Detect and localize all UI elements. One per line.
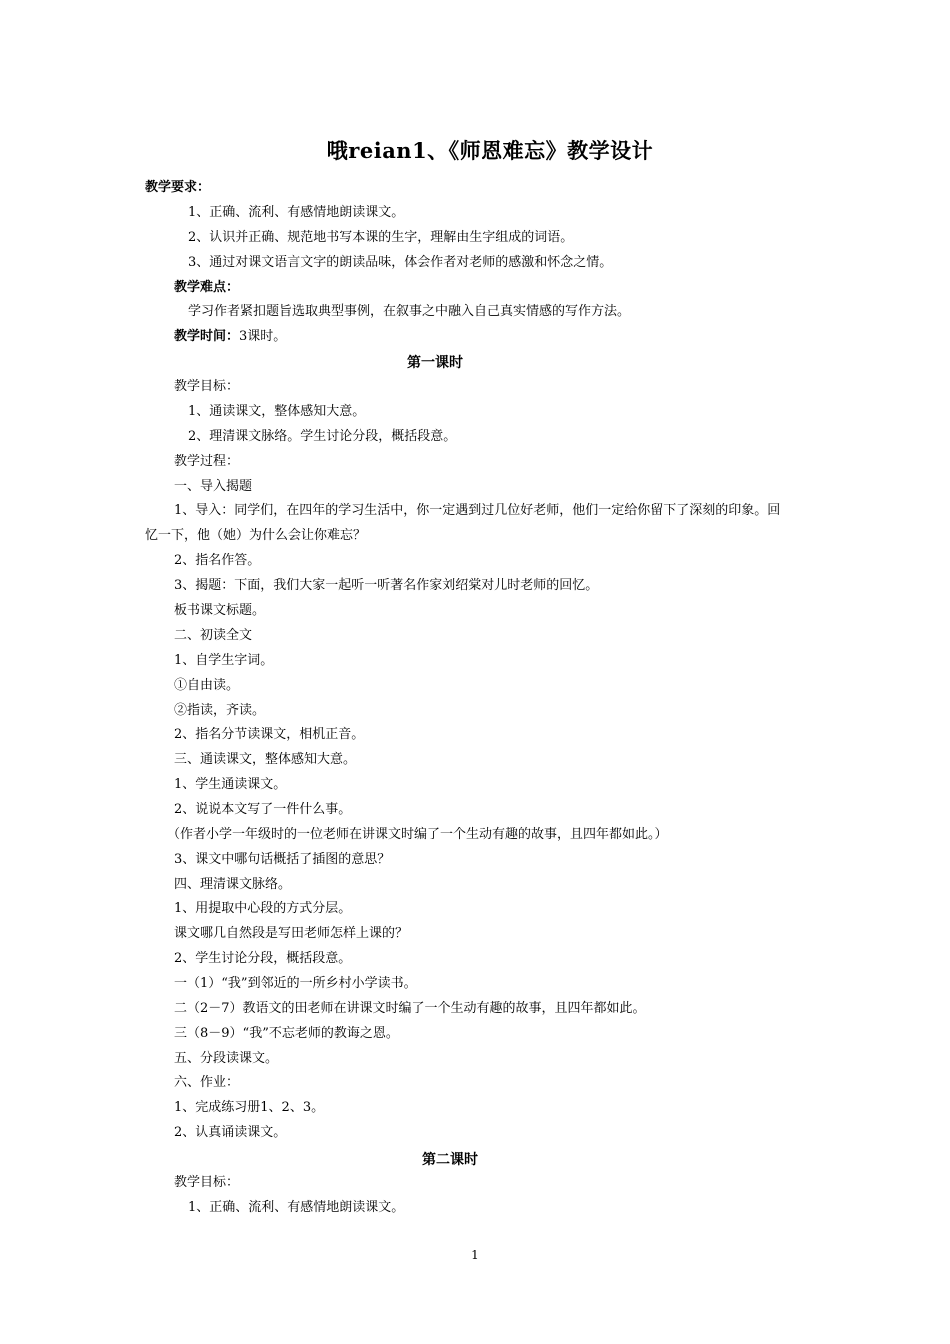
paragraph-division: 二（2－7）教语文的田老师在讲课文时编了一个生动有趣的故事，且四年都如此。 [174, 1001, 646, 1016]
page-number: 1 [471, 1248, 479, 1262]
lesson1-goal: 1、通读课文，整体感知大意。 [188, 404, 366, 419]
time-value: 3课时。 [239, 329, 287, 344]
section-heading: 三、通读课文，整体感知大意。 [174, 752, 357, 767]
difficulty-text: 学习作者紧扣题旨选取典型事例，在叙事之中融入自己真实情感的写作方法。 [188, 304, 631, 319]
time-label: 教学时间： [174, 329, 240, 344]
section-heading: 四、理清课文脉络。 [174, 877, 292, 892]
homework-item: 2、认真诵读课文。 [174, 1125, 287, 1140]
section-heading: 一、导入揭题 [174, 479, 253, 494]
process-step: ②指读，齐读。 [174, 703, 266, 718]
document-title: 哦reian1、《师恩难忘》教学设计 [326, 138, 654, 163]
lesson2-goals-label: 教学目标： [174, 1175, 240, 1190]
process-step: 1、学生通读课文。 [174, 777, 287, 792]
process-step: 3、课文中哪句话概括了插图的意思？ [174, 852, 391, 867]
lesson2-heading: 第二课时 [422, 1152, 478, 1168]
lesson1-process-label: 教学过程： [174, 454, 240, 469]
lesson1-heading: 第一课时 [407, 355, 463, 371]
process-step: 1、用提取中心段的方式分层。 [174, 901, 352, 916]
paragraph-division: 一（1）“我”到邻近的一所乡村小学读书。 [174, 976, 417, 991]
process-step: 1、自学生字词。 [174, 653, 274, 668]
homework-item: 1、完成练习册1、2、3。 [174, 1100, 325, 1115]
requirement-item: 2、认识并正确、规范地书写本课的生字，理解由生字组成的词语。 [188, 230, 574, 245]
process-step: 3、揭题：下面，我们大家一起听一听著名作家刘绍棠对儿时老师的回忆。 [174, 578, 599, 593]
process-step: 板书课文标题。 [174, 603, 266, 618]
process-step: 2、指名作答。 [174, 553, 261, 568]
process-step: 2、说说本文写了一件什么事。 [174, 802, 352, 817]
process-step: ①自由读。 [174, 678, 240, 693]
difficulty-label: 教学难点： [174, 280, 240, 295]
lesson2-goal: 1、正确、流利、有感情地朗读课文。 [188, 1200, 405, 1215]
lesson1-goal: 2、理清课文脉络。学生讨论分段，概括段意。 [188, 429, 457, 444]
section-heading: 五、分段读课文。 [174, 1051, 279, 1066]
intro-paragraph-line1: 1、导入：同学们，在四年的学习生活中，你一定遇到过几位好老师，他们一定给你留下了深刻的印象。回 [174, 503, 781, 518]
process-note: （作者小学一年级时的一位老师在讲课文时编了一个生动有趣的故事，且四年都如此。） [167, 827, 668, 842]
requirement-item: 3、通过对课文语言文字的朗读品味，体会作者对老师的感激和怀念之情。 [188, 255, 613, 270]
paragraph-division: 三（8－9）“我”不忘老师的教诲之恩。 [174, 1026, 399, 1041]
process-step: 2、学生讨论分段，概括段意。 [174, 951, 352, 966]
process-step: 课文哪几自然段是写田老师怎样上课的？ [174, 926, 409, 941]
requirement-item: 1、正确、流利、有感情地朗读课文。 [188, 205, 405, 220]
lesson1-goals-label: 教学目标： [174, 379, 240, 394]
section-heading: 二、初读全文 [174, 628, 253, 643]
requirements-label: 教学要求： [145, 180, 211, 195]
intro-paragraph-line2: 忆一下，他（她）为什么会让你难忘？ [145, 528, 367, 543]
teaching-time [174, 328, 286, 346]
process-step: 2、指名分节读课文，相机正音。 [174, 727, 365, 742]
section-heading: 六、作业： [174, 1075, 240, 1090]
